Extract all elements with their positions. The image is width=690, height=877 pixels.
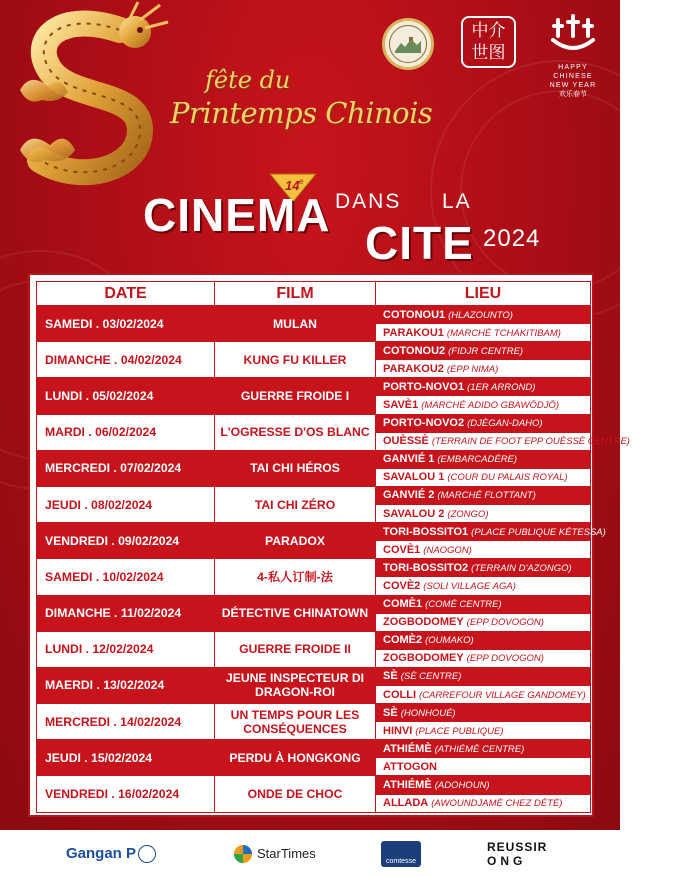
reussir-line1: REUSSIR (487, 839, 548, 854)
date-cell: MARDI . 06/02/2024 (37, 414, 215, 450)
table-row (37, 486, 591, 504)
venue-name: TORI-BOSSITO1 (383, 525, 469, 538)
lieu-cell (376, 577, 591, 595)
date-cell: JEUDI . 15/02/2024 (37, 740, 215, 776)
venue-name: ZOGBODOMEY (383, 652, 464, 665)
venue-name: PARAKOU2 (383, 362, 444, 375)
venue-detail: (ADOHOUN) (434, 779, 490, 791)
venue-detail: (EMBARCADÈRE) (437, 454, 518, 466)
hny-line3: NEW YEAR (549, 82, 597, 89)
venue-name: ATTOGON (383, 760, 437, 773)
wave-pattern (460, 90, 660, 290)
fete-line2: Printemps Chinois (170, 96, 433, 130)
film-cell: 4-私人订制-法 (215, 559, 376, 595)
column-header-lieu: LIEU (376, 282, 591, 306)
venue-detail: (SÈ CENTRE) (400, 671, 462, 683)
gangan-circle-icon (138, 845, 156, 863)
venue-name: PORTO-NOVO1 (383, 380, 465, 393)
lieu-cell (376, 776, 591, 794)
table-row (37, 776, 591, 794)
film-cell: KUNG FU KILLER (215, 342, 376, 378)
film-cell: GUERRE FROIDE I (215, 378, 376, 414)
venue-name: SAVÈ1 (383, 399, 419, 412)
date-cell: LUNDI . 05/02/2024 (37, 378, 215, 414)
lieu-cell (376, 704, 591, 722)
venue-detail: (PLACE PUBLIQUE) (415, 725, 504, 737)
venue-name: ALLADA (383, 797, 429, 810)
date-cell: MERCREDI . 14/02/2024 (37, 704, 215, 740)
film-cell: PERDU À HONGKONG (215, 740, 376, 776)
hny-line2: CHINESE (553, 73, 593, 80)
lieu-cell (376, 595, 591, 613)
film-cell: L'OGRESSE D'OS BLANC (215, 414, 376, 450)
venue-detail: (TERRAIN DE FOOT EPP OUÈSSÈ CENTRE) (431, 436, 630, 448)
gangan-logo-text: Gangan P (66, 845, 137, 862)
venue-detail: (TERRAIN D'AZONGO) (471, 562, 572, 574)
sponsor-reussir (487, 830, 547, 877)
lieu-cell (376, 685, 591, 703)
date-cell: MERCREDI . 07/02/2024 (37, 450, 215, 486)
lieu-cell (376, 414, 591, 432)
lieu-cell (376, 486, 591, 504)
date-cell: VENDREDI . 09/02/2024 (37, 523, 215, 559)
lieu-cell (376, 559, 591, 577)
date-cell: SAMEDI . 10/02/2024 (37, 559, 215, 595)
table-row (37, 414, 591, 432)
lieu-cell (376, 541, 591, 559)
date-cell: VENDREDI . 16/02/2024 (37, 776, 215, 812)
table-row (37, 740, 591, 758)
venue-detail: (COUR DU PALAIS ROYAL) (447, 472, 568, 484)
date-cell: SAMEDI . 03/02/2024 (37, 306, 215, 342)
venue-name: SAVALOU 1 (383, 471, 445, 484)
venue-detail: (AWOUNDJAMÈ CHEZ DÈTÈ) (431, 798, 563, 810)
lieu-cell (376, 794, 591, 812)
venue-name: GANVIÉ 1 (383, 453, 435, 466)
lieu-cell (376, 631, 591, 649)
table-row (37, 667, 591, 685)
lieu-cell (376, 342, 591, 360)
venue-detail: (NAOGON) (423, 544, 472, 556)
film-cell: MULAN (215, 306, 376, 342)
venue-name: PARAKOU1 (383, 326, 444, 339)
lieu-cell (376, 306, 591, 324)
venue-name: COMÈ2 (383, 634, 423, 647)
venue-name: COLLI (383, 688, 416, 701)
lieu-cell (376, 523, 606, 541)
title-dans: DANS (335, 190, 402, 213)
comtesse-logo: comtesse (381, 841, 421, 867)
venue-detail: (EPP DOVOGON) (466, 653, 544, 665)
title-cinema: CINEMA (143, 189, 331, 241)
film-cell: ONDE DE CHOC (215, 776, 376, 812)
venue-name: COVÈ2 (383, 579, 421, 592)
reussir-line2: ONG (487, 853, 527, 868)
venue-detail: (FIDJR CENTRE) (448, 345, 524, 357)
table-row (37, 704, 591, 722)
table-row (37, 595, 591, 613)
venue-detail: (HLAZOUNTO) (448, 309, 513, 321)
venue-detail: (1ER ARROND) (467, 381, 536, 393)
venue-detail: (MARCHÉ FLOTTANT) (437, 490, 536, 502)
film-cell: TAI CHI ZÉRO (215, 486, 376, 522)
table-row (37, 306, 591, 324)
date-cell: JEUDI . 08/02/2024 (37, 486, 215, 522)
title-year: 2024 (483, 225, 541, 252)
edition-suffix: e (299, 177, 304, 186)
schedule-table (28, 273, 630, 817)
happy-chinese-new-year-logo (538, 12, 608, 99)
table-row (37, 342, 591, 360)
lieu-cell (376, 613, 591, 631)
venue-name: SAVALOU 2 (383, 507, 445, 520)
lieu-cell (376, 667, 591, 685)
sponsor-startimes (233, 830, 316, 877)
lieu-cell (376, 722, 591, 740)
schedule-grid (36, 281, 630, 813)
date-cell: LUNDI . 12/02/2024 (37, 631, 215, 667)
venue-name: ATHIÉMÈ (383, 742, 432, 755)
table-row (37, 523, 591, 541)
film-cell: JEUNE INSPECTEUR DI DRAGON-ROI (215, 667, 376, 703)
column-header-date: DATE (37, 282, 215, 306)
venue-detail: (MARCHÉ TCHAKITIBAM) (446, 327, 561, 339)
film-cell: GUERRE FROIDE II (215, 631, 376, 667)
lieu-cell (376, 396, 591, 414)
table-row (37, 450, 591, 468)
film-cell: DÉTECTIVE CHINATOWN (215, 595, 376, 631)
lieu-cell (376, 740, 591, 758)
embassy-logo (382, 18, 434, 70)
startimes-logo-text: StarTimes (257, 846, 316, 861)
chinese-new-year-icon (548, 12, 598, 54)
title-la: LA (442, 190, 472, 213)
date-cell: MAERDI . 13/02/2024 (37, 667, 215, 703)
table-row (37, 631, 591, 649)
venue-name: COMÈ1 (383, 598, 423, 611)
venue-detail: (EPP DOVOGON) (466, 617, 544, 629)
venue-name: ZOGBODOMEY (383, 616, 464, 629)
venue-name: PORTO-NOVO2 (383, 417, 465, 430)
venue-detail: (MARCHÉ ADIDO GBAWÖDJÖ) (421, 400, 560, 412)
lieu-cell (376, 450, 591, 468)
venue-detail: (EPP NIMA) (446, 363, 499, 375)
lieu-cell (376, 649, 591, 667)
date-cell: DIMANCHE . 04/02/2024 (37, 342, 215, 378)
startimes-icon (233, 844, 253, 864)
table-row (37, 559, 591, 577)
lieu-cell (376, 758, 591, 776)
venue-name: COVÈ1 (383, 543, 421, 556)
hny-line1: HAPPY (558, 64, 588, 71)
fete-line1: fête du (205, 66, 291, 94)
lieu-cell (376, 324, 591, 342)
film-cell: PARADOX (215, 523, 376, 559)
venue-name: COTONOU2 (383, 344, 446, 357)
venue-name: SÈ (383, 706, 398, 719)
lieu-cell (376, 378, 591, 396)
venue-detail: (OUMAKO) (425, 635, 474, 647)
chinese-seal-logo: 中介 世图 (461, 16, 516, 68)
venue-name: SÈ (383, 670, 398, 683)
venue-name: TORI-BOSSITO2 (383, 561, 469, 574)
venue-detail: (ZONGO) (447, 508, 489, 520)
edition-number: 14 (285, 178, 300, 193)
lieu-cell (376, 360, 591, 378)
column-header-film: FILM (215, 282, 376, 306)
venue-name: HINVI (383, 724, 413, 737)
lieu-cell (376, 432, 630, 450)
lieu-cell (376, 468, 591, 486)
hny-chinese: 欢乐春节 (559, 91, 587, 98)
sponsor-comtesse (381, 830, 421, 877)
film-cell: TAI CHI HÉROS (215, 450, 376, 486)
venue-name: GANVIÉ 2 (383, 489, 435, 502)
venue-detail: (HONHOUÉ) (400, 707, 456, 719)
venue-detail: (DJÈGAN-DAHO) (467, 418, 543, 430)
great-wall-icon (393, 33, 423, 55)
film-cell: UN TEMPS POUR LES CONSÉQUENCES (215, 704, 376, 740)
venue-detail: (CARREFOUR VILLAGE GANDOMEY) (419, 689, 586, 701)
venue-detail: (COMÈ CENTRE) (425, 599, 502, 611)
venue-name: OUÈSSÈ (383, 435, 429, 448)
sponsor-gangan (66, 830, 156, 877)
sponsor-footer (0, 830, 620, 877)
title-cite: CITE (365, 217, 474, 269)
venue-name: ATHIÉMÈ (383, 778, 432, 791)
venue-detail: (ATHIÉMÈ CENTRE) (434, 743, 525, 755)
venue-name: COTONOU1 (383, 308, 446, 321)
venue-detail: (PLACE PUBLIQUE KÉTESSA) (471, 526, 606, 538)
venue-detail: (SOLI VILLAGE AGA) (423, 580, 516, 592)
lieu-cell (376, 505, 591, 523)
table-row (37, 378, 591, 396)
date-cell: DIMANCHE . 11/02/2024 (37, 595, 215, 631)
